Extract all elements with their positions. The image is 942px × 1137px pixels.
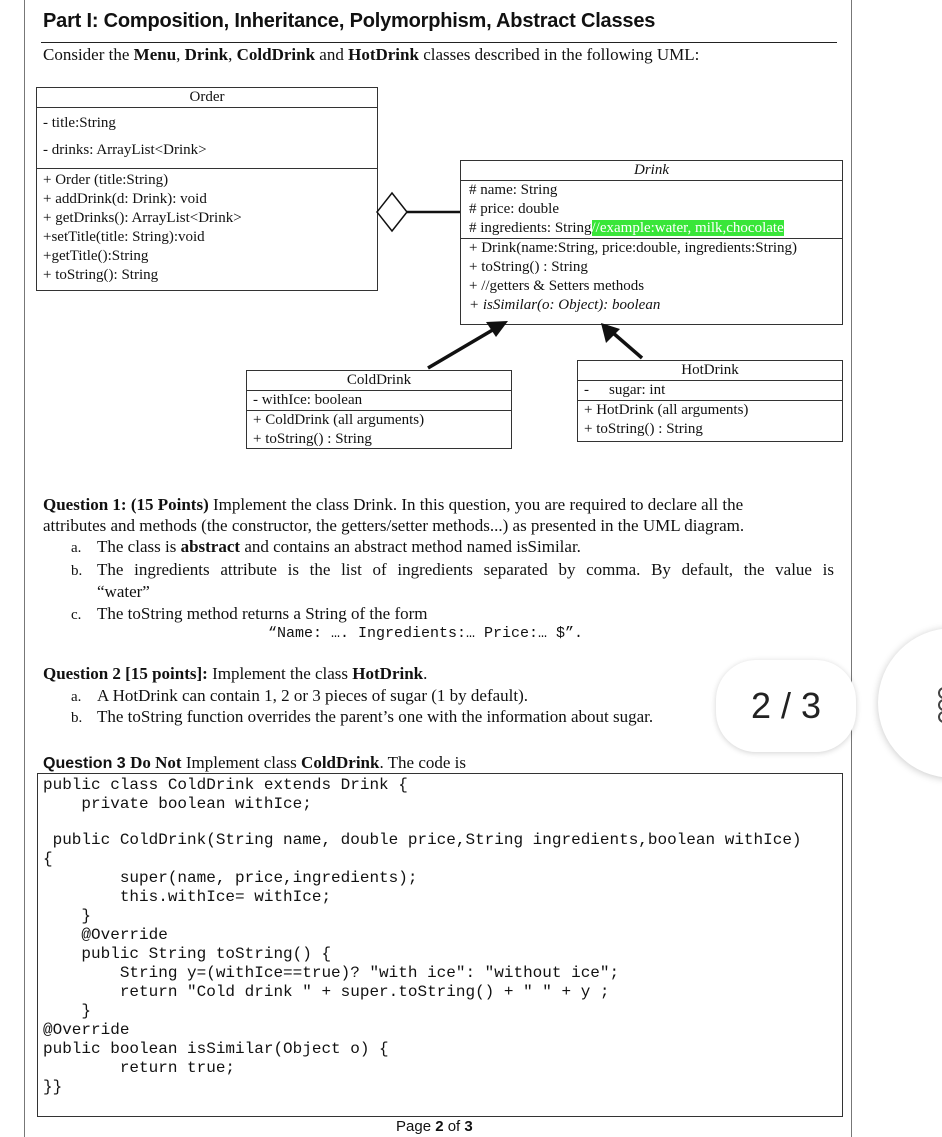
q1-item-b-cont: “water” [97, 582, 150, 601]
code-line: { [43, 850, 53, 868]
page-footer: Page 2 of 3 [396, 1118, 473, 1135]
part-title: Part I: Composition, Inheritance, Polymorphism, Abstract Classes [43, 10, 656, 32]
code-line: public boolean isSimilar(Object o) { [43, 1040, 389, 1058]
code-block [37, 773, 843, 1117]
more-vert-icon [938, 711, 942, 723]
hotdrink-inheritance-arrowhead [601, 323, 620, 343]
question-1-heading: Question 1: (15 Points) Implement the class Drink. In this question, you are required to declare all the [43, 495, 744, 514]
code-line: @Override [43, 1021, 130, 1039]
code-line: public String toString() { [43, 945, 332, 963]
order-method: + toString(): String [43, 267, 159, 283]
q1-item-c: The toString method returns a String of the form [97, 604, 428, 623]
colddrink-method: + toString() : String [253, 431, 372, 447]
code-line: return "Cold drink " + super.toString() + " " + y ; [43, 983, 610, 1001]
hotdrink-method: + toString() : String [584, 421, 703, 437]
order-attr-drinks: - drinks: ArrayList<Drink> [43, 142, 207, 158]
code-line: } [43, 907, 92, 925]
code-line: super(name, price,ingredients); [43, 869, 418, 887]
code-line: private boolean withIce; [43, 795, 312, 813]
code-line: String y=(withIce==true)? "with ice": "without ice"; [43, 964, 620, 982]
code-line: public ColdDrink(String name, double price,String ingredients,boolean withIce) [43, 831, 802, 849]
q1-item-c-marker: c. [71, 607, 82, 623]
code-line: return true; [43, 1059, 236, 1077]
drink-method-abstract: + isSimilar(o: Object): boolean [469, 297, 661, 313]
order-attr-title: - title:String [43, 115, 116, 131]
hotdrink-method: + HotDrink (all arguments) [584, 402, 749, 418]
floating-menu-button[interactable] [878, 628, 942, 778]
drink-class-name: Drink [461, 161, 842, 181]
code-line: public class ColdDrink extends Drink { [43, 776, 408, 794]
colddrink-class-name: ColdDrink [247, 371, 511, 391]
order-method: +getTitle():String [43, 248, 149, 264]
q2-item-a-marker: a. [71, 689, 82, 705]
q2-item-a: A HotDrink can contain 1, 2 or 3 pieces of sugar (1 by default). [97, 686, 529, 705]
order-method: +setTitle(title: String):void [43, 229, 205, 245]
code-line: } [43, 1002, 92, 1020]
colddrink-inheritance-line [428, 328, 496, 368]
q1-item-a: The class is abstract and contains an abstract method named isSimilar. [97, 537, 581, 556]
q2-item-b: The toString function overrides the parent’s one with the information about sugar. [97, 707, 654, 726]
intro-text: Consider the Menu, Drink, ColdDrink and HotDrink classes described in the following UML: [43, 45, 700, 64]
more-vert-icon [938, 699, 942, 711]
page-indicator: 2 / 3 [716, 660, 856, 752]
composition-diamond [377, 193, 407, 231]
colddrink-attr: - withIce: boolean [247, 391, 511, 411]
code-line: }} [43, 1078, 63, 1096]
q1-item-a-marker: a. [71, 540, 82, 556]
drink-method: + toString() : String [469, 259, 588, 275]
uml-connectors [0, 0, 942, 460]
q2-item-b-marker: b. [71, 710, 83, 726]
question-3-heading: Question 3 Do Not Implement class ColdDrink. The code is [43, 753, 467, 772]
order-method: + addDrink(d: Drink): void [43, 191, 207, 207]
colddrink-method: + ColdDrink (all arguments) [253, 412, 425, 428]
drink-method: + //getters & Setters methods [469, 278, 645, 294]
hotdrink-inheritance-line [612, 332, 642, 358]
q1-item-c-format: “Name: …. Ingredients:… Price:… $”. [268, 625, 584, 642]
hotdrink-attr: - sugar: int [578, 381, 842, 401]
code-line: @Override [43, 926, 168, 944]
drink-method: + Drink(name:String, price:double, ingredients:String) [469, 240, 797, 256]
order-method: + Order (title:String) [43, 172, 169, 188]
hotdrink-class-name: HotDrink [578, 361, 842, 381]
drink-attr-name: # name: String [469, 182, 558, 198]
colddrink-inheritance-arrowhead [486, 321, 508, 337]
order-class-name: Order [37, 88, 377, 108]
q1-item-b-marker: b. [71, 563, 83, 579]
q1-item-b: The ingredients attribute is the list of ingredients separated by comma. By default, the value is [97, 560, 834, 579]
drink-attr-price: # price: double [469, 201, 559, 217]
question-1-line2: attributes and methods (the constructor, the getters/setter methods...) as presented in the UML diagram. [43, 516, 745, 535]
ingredients-example-highlight: //example:water, milk,chocolate [591, 220, 784, 236]
code-line: this.withIce= withIce; [43, 888, 332, 906]
drink-attr-ingredients: # ingredients: String//example:water, milk,chocolate [469, 220, 784, 236]
order-method: + getDrinks(): ArrayList<Drink> [43, 210, 242, 226]
question-2-heading: Question 2 [15 points]: Implement the class HotDrink. [43, 664, 428, 683]
more-vert-icon [938, 687, 942, 699]
